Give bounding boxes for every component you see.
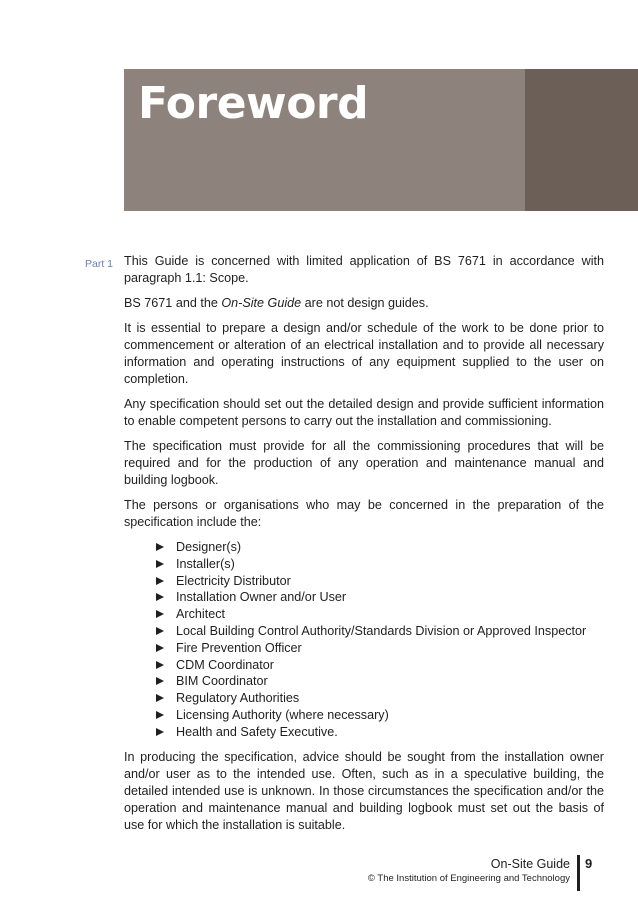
bullet-arrow-icon: [156, 644, 164, 652]
page-number: 9: [585, 856, 593, 871]
list-item: Fire Prevention Officer: [156, 640, 604, 657]
paragraph-intended-use: In producing the specification, advice should be sought from the installation owner and/or user as to the intended use. Often, such as in a speculative building, the detailed intended use is unknown. In those circumstances the specification and/or the operation and maintenance manual and building logbook must set out the basis of use for which the installation is suitable.: [124, 749, 604, 832]
list-item: Local Building Control Authority/Standards Division or Approved Inspector: [156, 623, 604, 640]
footer-guide-title: On-Site Guide: [490, 857, 570, 871]
paragraph-not-design-guides: BS 7671 and the On-Site Guide are not design guides.: [124, 296, 429, 310]
bullet-arrow-icon: [156, 711, 164, 719]
bullet-arrow-icon: [156, 543, 164, 551]
list-item: Designer(s): [156, 539, 604, 556]
bullet-arrow-icon: [156, 694, 164, 702]
paragraph-scope: This Guide is concerned with limited application of BS 7671 in accordance with paragraph 1.1: Scope.: [124, 254, 604, 285]
title-banner-accent: [525, 69, 638, 211]
footer-divider: [577, 855, 580, 891]
list-item: Regulatory Authorities: [156, 690, 604, 707]
list-item: BIM Coordinator: [156, 673, 604, 690]
list-item: Health and Safety Executive.: [156, 724, 604, 741]
bullet-arrow-icon: [156, 627, 164, 635]
list-item: Architect: [156, 606, 604, 623]
bullet-arrow-icon: [156, 610, 164, 618]
paragraph-design-schedule: It is essential to prepare a design and/or schedule of the work to be done prior to commencement or alteration of an electrical installation and to provide all necessary information and operating instructions of any equipment supplied to the user on completion.: [124, 321, 604, 386]
footer-copyright: © The Institution of Engineering and Technology: [367, 873, 570, 884]
guide-title-italic: On-Site Guide: [221, 296, 302, 310]
paragraph-commissioning: The specification must provide for all the commissioning procedures that will be required and for the production of any operation and maintenance manual and building logbook.: [124, 439, 604, 487]
paragraph-persons: The persons or organisations who may be concerned in the preparation of the specification include the:: [124, 498, 604, 529]
bullet-arrow-icon: [156, 593, 164, 601]
page-footer: [368, 856, 570, 886]
bullet-arrow-icon: [156, 728, 164, 736]
list-item: Electricity Distributor: [156, 573, 604, 590]
bullet-arrow-icon: [156, 560, 164, 568]
bullet-arrow-icon: [156, 577, 164, 585]
list-item: Installer(s): [156, 556, 604, 573]
list-item: CDM Coordinator: [156, 657, 604, 674]
bullet-arrow-icon: [156, 661, 164, 669]
margin-reference: Part 1: [85, 258, 114, 270]
persons-list: [124, 539, 604, 741]
page-title: Foreword: [138, 78, 369, 129]
paragraph-specification: Any specification should set out the detailed design and provide sufficient information to enable competent persons to carry out the installation and commissioning.: [124, 397, 604, 428]
body-text: [124, 253, 604, 842]
bullet-arrow-icon: [156, 677, 164, 685]
list-item: Installation Owner and/or User: [156, 589, 604, 606]
list-item: Licensing Authority (where necessary): [156, 707, 604, 724]
